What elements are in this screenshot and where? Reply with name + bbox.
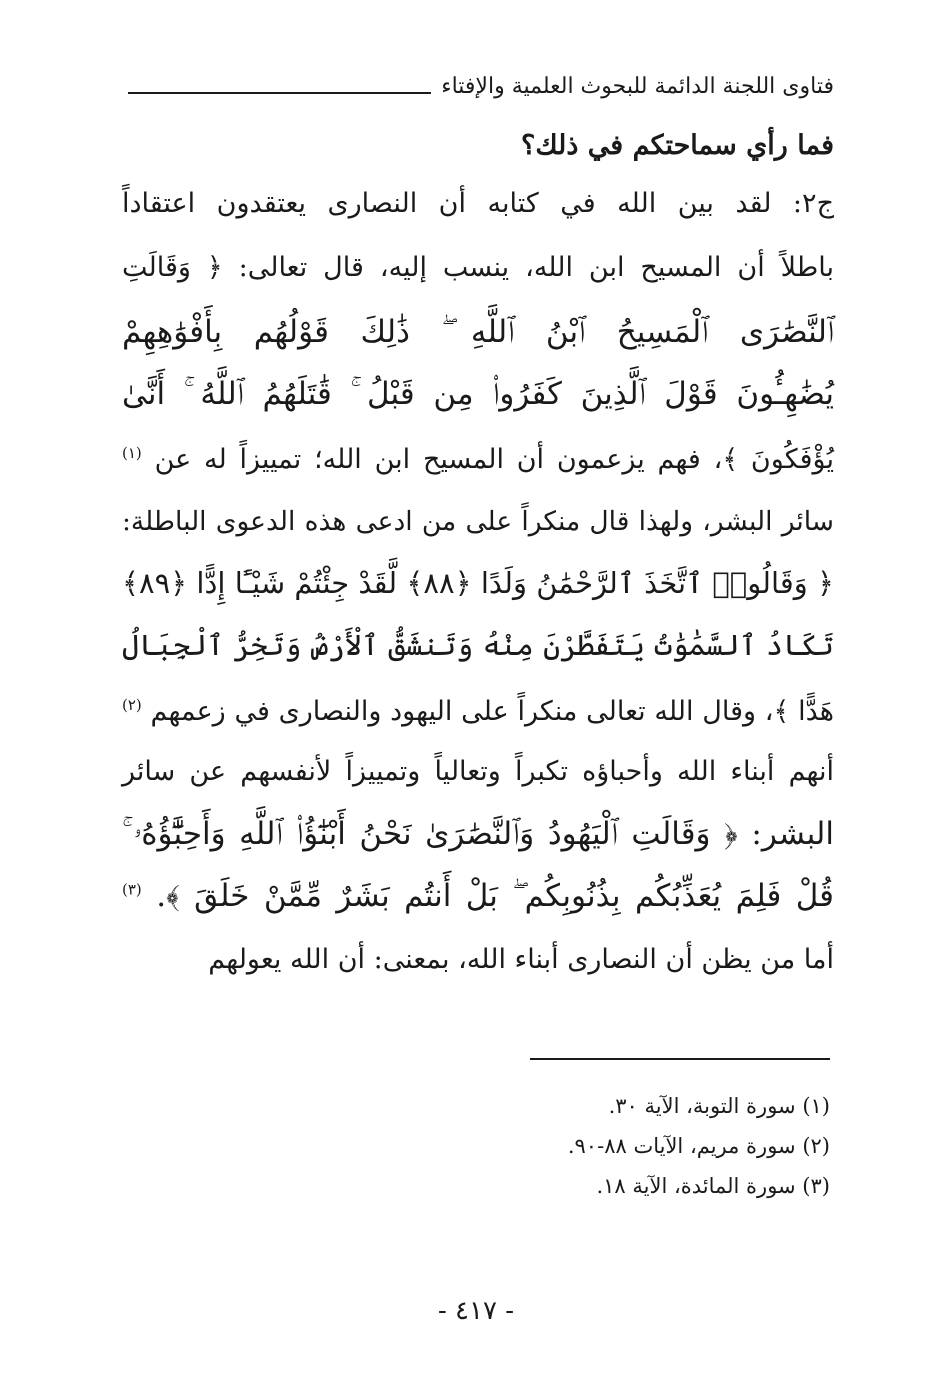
text-segment: قُلْ فَلِمَ يُعَذِّبُكُم بِذُنُوبِكُم ۖ بَلْ أَنتُم بَشَرٌ مِّمَّنْ خَلَقَ ﴾. [156, 878, 834, 914]
text-segment: هَدًّا ﴾، وقال الله تعالى منكراً على اليهود والنصارى في زعمهم [150, 696, 834, 727]
answer-line-6: أنهم أبناء الله وأحباؤه تكبراً وتعالياً وتمييزاً لأنفسهم عن سائر [122, 756, 834, 787]
question-line: فما رأي سماحتكم في ذلك؟ [521, 130, 834, 161]
page-number: - ٤١٧ - [437, 1296, 515, 1326]
verse-line-1: ٱلنَّصَٰرَى ٱلْمَسِيحُ ٱبْنُ ٱللَّهِ ۖ ذَٰلِكَ قَوْلُهُم بِأَفْوَٰهِهِمْ [122, 314, 834, 350]
running-header [128, 58, 834, 98]
footnotes [230, 1086, 830, 1206]
verse-line-4: تَكَادُ ٱلسَّمَٰوَٰتُ يَتَفَطَّرْنَ مِنْهُ وَتَنشَقُّ ٱلْأَرْضُ وَتَخِرُّ ٱلْجِبَالُ [122, 628, 834, 662]
footnote-2: (٢) سورة مريم، الآيات ٨٨-٩٠. [567, 1134, 830, 1158]
answer-line-1: ج٢: لقد بين الله في كتابه أن النصارى يعتقدون اعتقاداً [122, 188, 834, 219]
verse-line-5: البشر: ﴿ وَقَالَتِ ٱلْيَهُودُ وَٱلنَّصَٰرَىٰ نَحْنُ أَبْنَٰٓؤُا۟ ٱللَّهِ وَأَحِبَّٰٓؤُهُۥ ۚ [122, 816, 834, 852]
answer-line-7: أما من يظن أن النصارى أبناء الله، بمعنى: أن الله يعولهم [208, 944, 834, 975]
footnote-separator [530, 1058, 830, 1060]
answer-line-4: سائر البشر، ولهذا قال منكراً على من ادعى هذه الدعوى الباطلة: [122, 506, 834, 537]
header-rule [128, 92, 431, 94]
answer-line-2: باطلاً أن المسيح ابن الله، ينسب إليه، قال تعالى: ﴿ وَقَالَتِ [122, 252, 834, 283]
verse-line-3: ﴿ وَقَالُوا۟ ٱتَّخَذَ ٱلرَّحْمَٰنُ وَلَدًا ﴿٨٨﴾ لَّقَدْ جِئْتُمْ شَيْـًٔا إِدًّا ﴿٨٩﴾ [122, 566, 834, 600]
text-segment: يُؤْفَكُونَ ﴾، فهم يزعمون أن المسيح ابن الله؛ تمييزاً له عن [154, 444, 834, 475]
book-title: فتاوى اللجنة الدائمة للبحوث العلمية والإفتاء [441, 74, 834, 99]
verse-line-6 [122, 878, 834, 915]
footnote-marker-3: (٣) [122, 880, 142, 899]
answer-line-3 [122, 444, 834, 476]
footnote-1: (١) سورة التوبة، الآية ٣٠. [608, 1094, 830, 1118]
footnote-marker-2: (٢) [122, 696, 142, 714]
verse-line-2: يُضَٰهِـُٔونَ قَوْلَ ٱلَّذِينَ كَفَرُوا۟ مِن قَبْلُ ۚ قَٰتَلَهُمُ ٱللَّهُ ۚ أَنَّىٰ [122, 376, 834, 412]
footnote-marker-1: (١) [122, 444, 142, 462]
footnote-3: (٣) سورة المائدة، الآية ١٨. [596, 1174, 830, 1198]
answer-line-5 [122, 696, 834, 728]
